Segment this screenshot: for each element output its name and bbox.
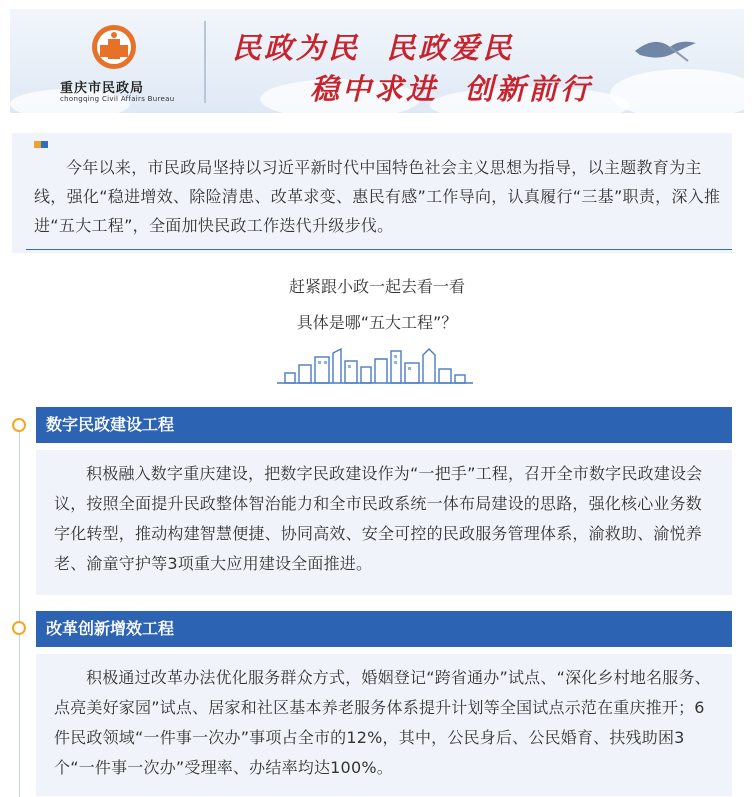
section-body: 积极融入数字重庆建设，把数字民政建设作为“一把手”工程，召开全市数字民政建设会议，按照全面提升民政整体智治能力和全市民政系统一体布局建设的思路，强化核心业务数字化转型，推动构建智慧便捷、协同高效、安全可控的民政服务管理体系，渝救助、渝悦养老、渝童守护等3项重大应用建设全面推进。 [36,450,732,595]
intro-panel [12,133,732,253]
lead-line-2: 具体是哪“五大工程”？ [296,313,458,332]
intro-divider [26,249,732,250]
banner-divider [204,21,206,103]
crane-icon [630,31,700,67]
header-banner [10,9,744,113]
slogan-line-1: 民政为民 民政爱民 [232,31,515,65]
timeline-dot [12,418,26,432]
city-skyline-icon [275,347,475,387]
section-header: 数字民政建设工程 [36,407,732,443]
org-name-cn: 重庆市民政局 [60,81,145,96]
lead-line-1: 赶紧跟小政一起去看一看 [288,277,465,296]
intro-paragraph: 今年以来，市民政局坚持以习近平新时代中国特色社会主义思想为指导，以主题教育为主线，强化“稳进增效、除险清患、改革求变、惠民有感”工作导向，认真履行“三基”职责，深入推进“五大工程”，全面加快民政工作迭代升级步伐。 [34,158,721,235]
section-body: 积极通过改革办法优化服务群众方式，婚姻登记“跨省通办”试点、“深化乡村地名服务、点亮美好家园”试点、居家和社区基本养老服务体系提升计划等全国试点示范在重庆推开；6件民政领域“一件事一次办”事项占全市的12%，其中，公民身后、公民婚育、扶残助困3个“一件事一次办”受理率、办结率均达100%。 [36,654,732,796]
civil-affairs-logo-icon [90,23,138,71]
accent-square-orange [34,141,41,148]
org-name-en: chongqing Civil Affairs Bureau [60,95,175,103]
accent-square-blue [41,141,48,148]
section-header: 改革创新增效工程 [36,611,732,647]
timeline-line [19,425,20,797]
timeline-dot [12,621,26,635]
slogan-line-2: 稳中求进 创新前行 [310,72,593,106]
